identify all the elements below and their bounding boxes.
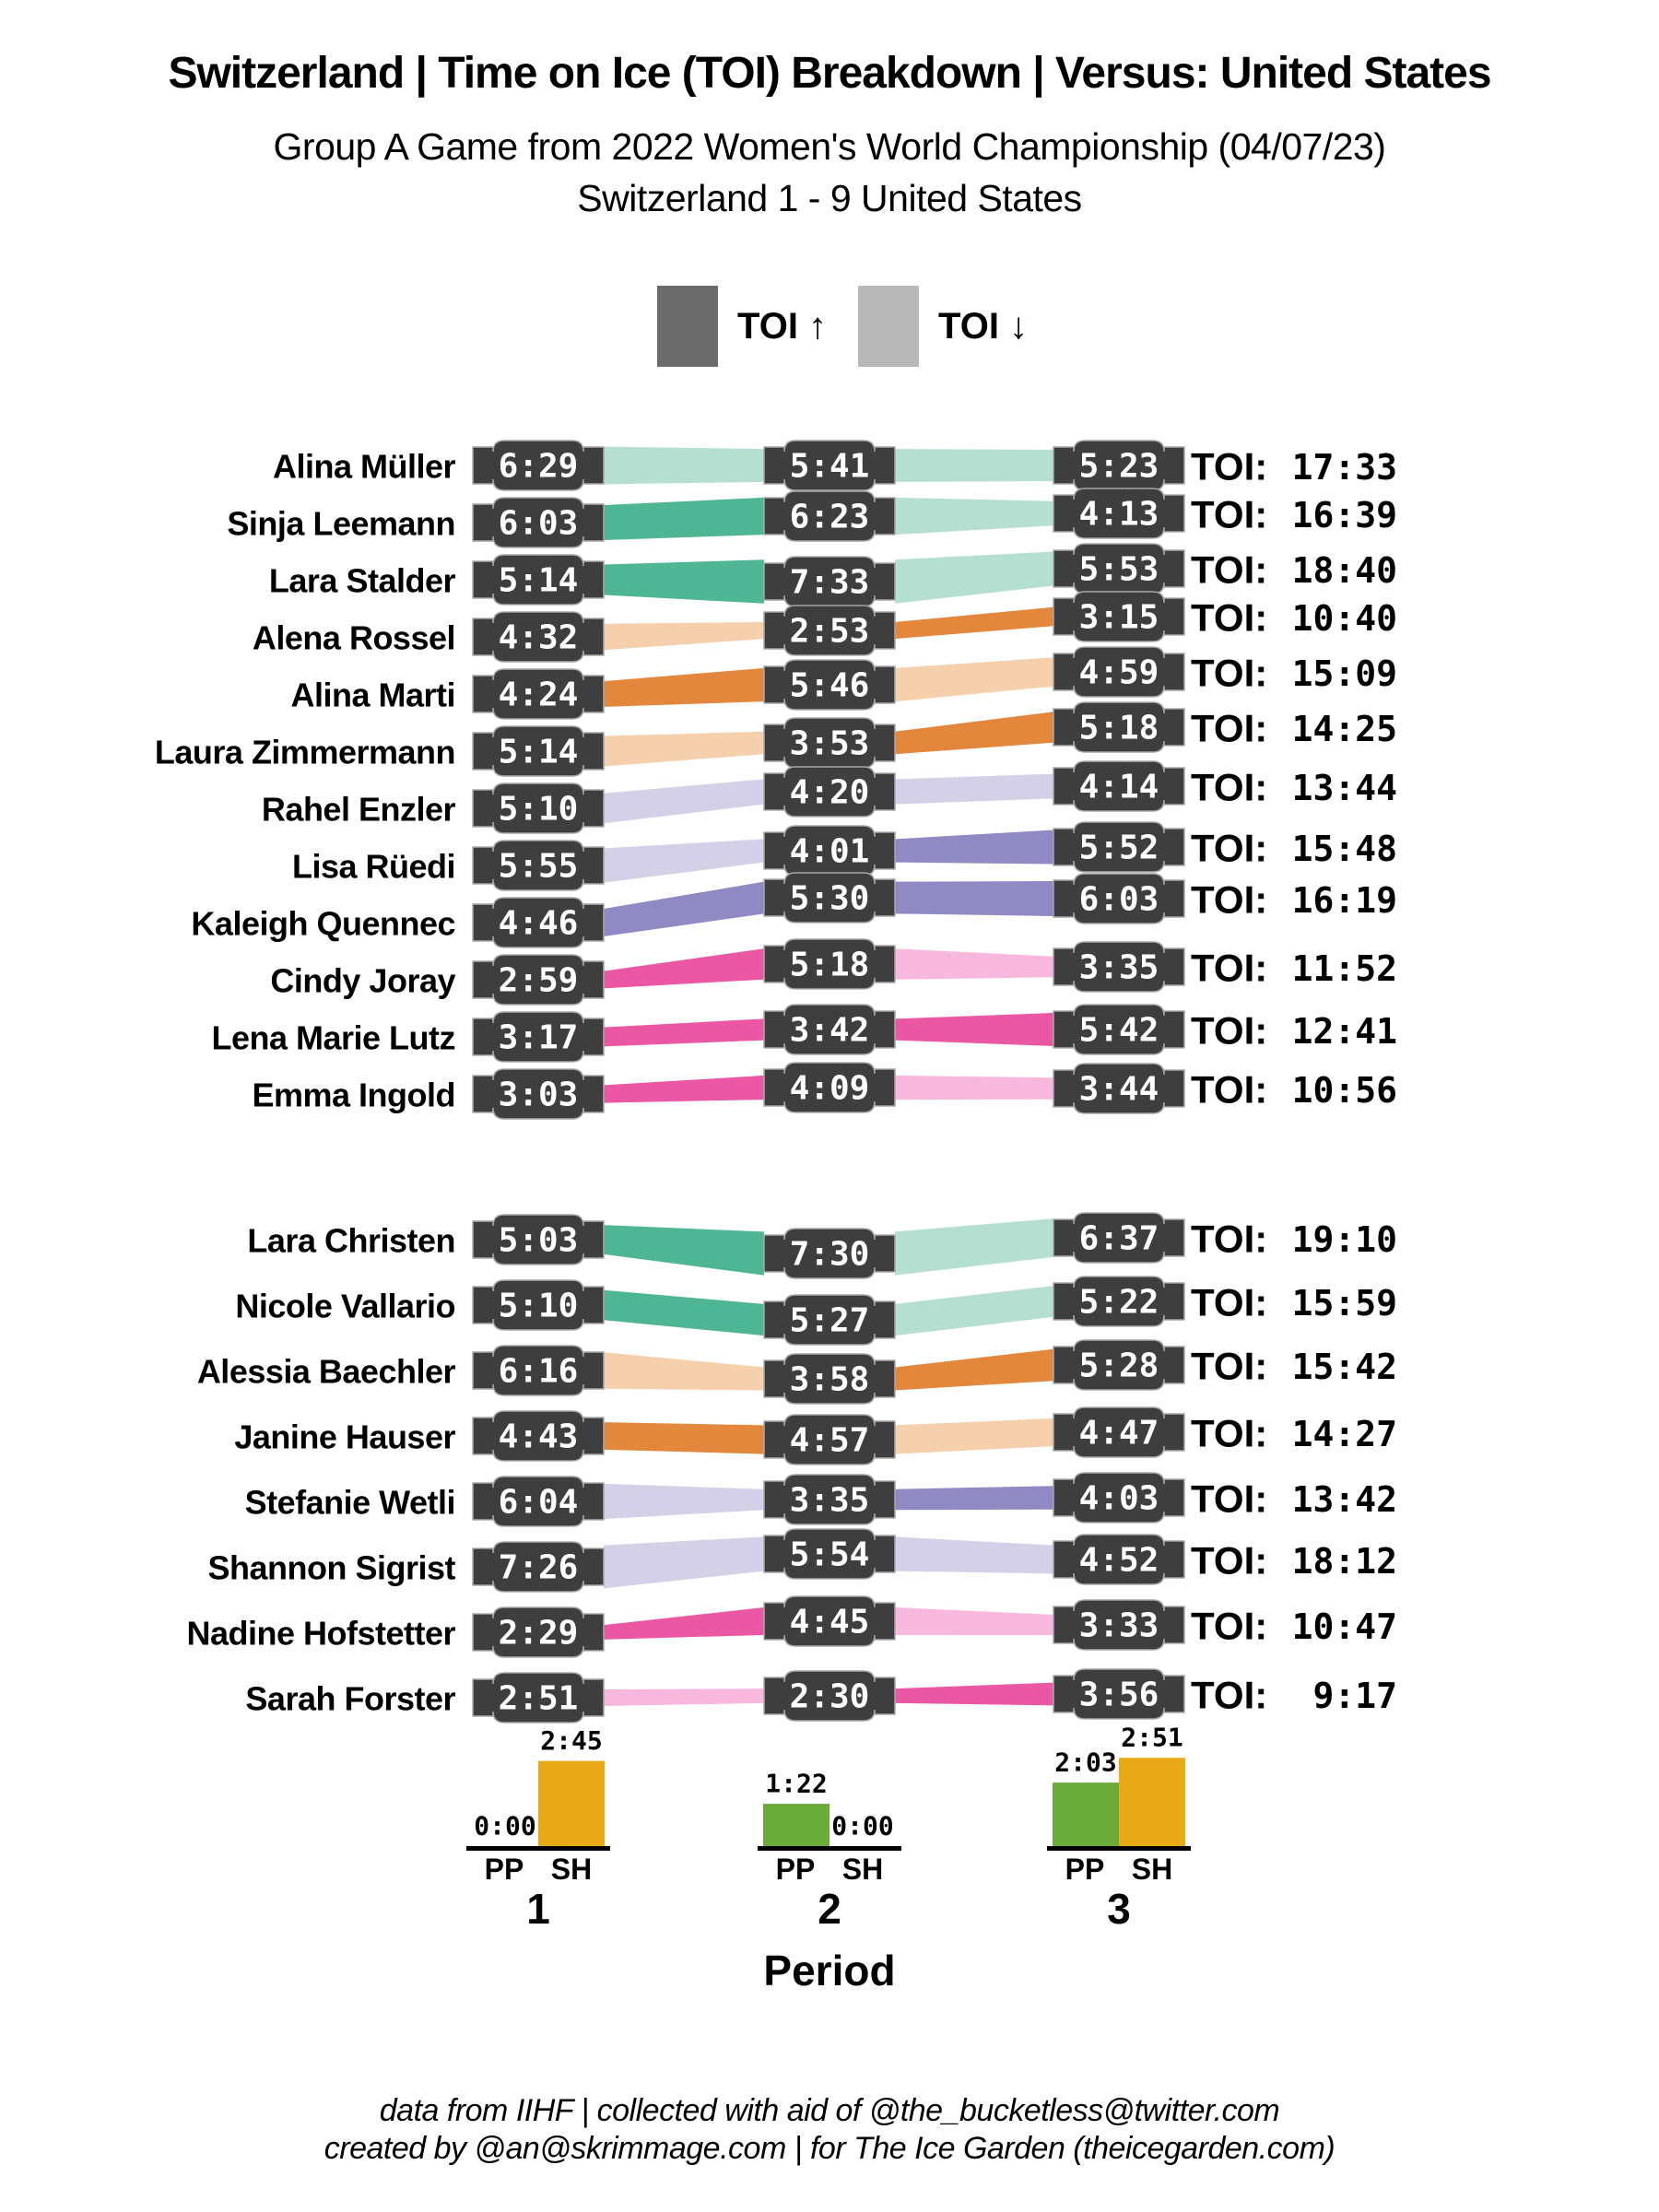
bar-axis-line	[466, 1846, 610, 1851]
pp-bar	[1053, 1783, 1119, 1846]
toi-total-prefix: TOI:	[1191, 877, 1268, 922]
toi-total-value: 14:27	[1291, 1414, 1397, 1454]
legend-toi-down-label: TOI ↓	[938, 306, 1029, 347]
bar-axis-line	[758, 1846, 901, 1851]
toi-band-down	[604, 447, 764, 485]
player-name: Alina Müller	[272, 447, 455, 486]
toi-chip-value: 6:23	[789, 498, 870, 536]
toi-total-prefix: TOI:	[1191, 1538, 1268, 1583]
period-number-label: 2	[818, 1885, 841, 1933]
toi-total-value: 13:44	[1291, 768, 1397, 808]
period-number-label: 3	[1107, 1885, 1131, 1933]
toi-chip-value: 6:03	[1078, 880, 1159, 919]
toi-total-value: 15:48	[1291, 829, 1397, 869]
toi-total-prefix: TOI:	[1191, 1477, 1268, 1521]
toi-total-prefix: TOI:	[1191, 826, 1268, 870]
toi-total-value: 15:42	[1291, 1347, 1397, 1387]
toi-chip-value: 3:33	[1078, 1606, 1159, 1645]
toi-chip-value: 4:09	[789, 1069, 870, 1108]
toi-band-up	[604, 1607, 764, 1640]
toi-band-down	[604, 1484, 764, 1519]
toi-band-up	[895, 1486, 1053, 1510]
toi-total-value: 11:52	[1291, 948, 1397, 989]
toi-chip-value: 4:20	[789, 773, 870, 812]
player-name: Nicole Vallario	[235, 1287, 455, 1325]
toi-chip-value: 3:15	[1078, 598, 1159, 637]
toi-chip-value: 5:14	[498, 561, 579, 600]
toi-chip-value: 5:53	[1078, 550, 1159, 589]
toi-total-value: 10:56	[1291, 1070, 1397, 1111]
pp-value-label: 2:03	[1054, 1747, 1117, 1778]
toi-band-up	[604, 559, 764, 604]
toi-total-value: 15:59	[1291, 1283, 1397, 1324]
player-name: Alena Rossel	[252, 618, 455, 657]
toi-chip-value: 6:29	[498, 447, 579, 486]
toi-chip-value: 5:55	[498, 847, 579, 886]
toi-band-down	[604, 779, 764, 823]
toi-chip-value: 2:30	[789, 1677, 870, 1716]
toi-chip-value: 3:17	[498, 1018, 579, 1057]
toi-total-prefix: TOI:	[1191, 651, 1268, 695]
toi-band-up	[604, 1076, 764, 1103]
toi-band-down	[895, 657, 1053, 701]
toi-chip-value: 4:03	[1078, 1479, 1159, 1518]
toi-band-down	[895, 1536, 1053, 1573]
player-name: Alina Marti	[290, 676, 455, 714]
toi-total-value: 18:40	[1291, 550, 1397, 591]
toi-chip-value: 4:46	[498, 904, 579, 943]
toi-total-value: 18:12	[1291, 1541, 1397, 1582]
toi-chip-value: 3:53	[789, 724, 870, 763]
player-name: Alessia Baechler	[196, 1352, 455, 1391]
legend-toi-up-label: TOI ↑	[737, 306, 828, 347]
toi-total-prefix: TOI:	[1191, 1217, 1268, 1261]
toi-chip-value: 2:59	[498, 961, 579, 1000]
toi-band-down	[895, 551, 1053, 603]
toi-chip-value: 3:56	[1078, 1676, 1159, 1714]
toi-total-prefix: TOI:	[1191, 1067, 1268, 1112]
player-name: Shannon Sigrist	[207, 1548, 455, 1587]
toi-band-up	[895, 1683, 1053, 1706]
toi-band-down	[604, 1536, 764, 1588]
toi-chip-value: 4:13	[1078, 495, 1159, 534]
toi-band-down	[604, 622, 764, 650]
bar-axis-line	[1047, 1846, 1191, 1851]
toi-chip-value: 5:42	[1078, 1011, 1159, 1050]
toi-chip-value: 4:47	[1078, 1414, 1159, 1453]
toi-total-prefix: TOI:	[1191, 1604, 1268, 1648]
footer-line-1: data from IIHF | collected with aid of @the_bucketless@twitter.com	[379, 2093, 1280, 2128]
player-name: Kaleigh Quennec	[191, 904, 455, 943]
footer-credits	[0, 2092, 1659, 2168]
toi-chip-value: 5:28	[1078, 1347, 1159, 1385]
pp-bar	[763, 1804, 830, 1846]
subtitle-game: Group A Game from 2022 Women's World Championship (04/07/23)	[273, 125, 1386, 168]
toi-band-up	[895, 712, 1053, 754]
footer-line-2: created by @an@skrimmage.com | for The Ice Garden (theicegarden.com)	[324, 2131, 1335, 2166]
toi-chip-value: 6:16	[498, 1352, 579, 1391]
player-name: Stefanie Wetli	[244, 1483, 455, 1522]
toi-band-up	[895, 1349, 1053, 1391]
pp-axis-label: PP	[1065, 1853, 1105, 1886]
pp-value-label: 1:22	[765, 1768, 828, 1799]
period-axis-title: Period	[763, 1947, 896, 1994]
toi-chip-value: 5:27	[789, 1301, 870, 1340]
toi-band-up	[604, 948, 764, 988]
player-name: Sinja Leemann	[227, 504, 455, 543]
toi-total-value: 10:40	[1291, 598, 1397, 639]
toi-total-prefix: TOI:	[1191, 444, 1268, 488]
toi-band-up	[604, 1225, 764, 1276]
player-name: Lara Christen	[247, 1221, 455, 1260]
toi-chip-value: 5:52	[1078, 829, 1159, 867]
toi-chip-value: 7:33	[789, 563, 870, 602]
player-name: Rahel Enzler	[261, 790, 455, 829]
toi-total-value: 9:17	[1312, 1676, 1397, 1716]
toi-chip-value: 5:46	[789, 666, 870, 705]
toi-chip-value: 6:04	[498, 1483, 579, 1522]
toi-total-prefix: TOI:	[1191, 1344, 1268, 1388]
player-name: Nadine Hofstetter	[186, 1614, 455, 1653]
toi-chip-value: 3:44	[1078, 1070, 1159, 1109]
toi-band-up	[604, 498, 764, 540]
toi-band-down	[604, 1688, 764, 1706]
toi-chip-value: 2:29	[498, 1614, 579, 1653]
toi-chip-value: 4:14	[1078, 768, 1159, 806]
toi-chip-value: 4:52	[1078, 1541, 1159, 1580]
toi-chip-value: 5:23	[1078, 447, 1159, 486]
toi-chip-value: 3:35	[1078, 948, 1159, 987]
player-name: Lara Stalder	[268, 561, 455, 600]
toi-band-down	[604, 1352, 764, 1390]
toi-total-value: 17:33	[1291, 447, 1397, 488]
toi-band-up	[895, 607, 1053, 639]
toi-chip-value: 7:26	[498, 1548, 579, 1587]
toi-chip-value: 2:53	[789, 612, 870, 651]
sh-axis-label: SH	[841, 1853, 884, 1886]
toi-band-up	[604, 1422, 764, 1453]
player-name: Emma Ingold	[252, 1076, 455, 1114]
toi-total-value: 16:39	[1291, 495, 1397, 535]
toi-chip-value: 4:45	[789, 1603, 870, 1641]
toi-total-value: 16:19	[1291, 880, 1397, 921]
toi-total-value: 12:41	[1291, 1011, 1397, 1052]
sh-bar	[1119, 1758, 1185, 1846]
toi-total-prefix: TOI:	[1191, 1280, 1268, 1324]
toi-band-down	[895, 449, 1053, 482]
toi-chip-value: 5:30	[789, 879, 870, 918]
toi-total-prefix: TOI:	[1191, 1673, 1268, 1717]
toi-chip-value: 7:30	[789, 1235, 870, 1274]
toi-total-prefix: TOI:	[1191, 1411, 1268, 1455]
toi-total-value: 10:47	[1291, 1606, 1397, 1647]
toi-band-down	[895, 1218, 1053, 1275]
toi-chip-value: 4:43	[498, 1418, 579, 1456]
toi-band-down	[604, 732, 764, 767]
toi-chip-value: 5:18	[789, 946, 870, 984]
toi-band-down	[895, 1076, 1053, 1100]
player-name: Lisa Rüedi	[291, 847, 455, 886]
toi-chip-value: 5:14	[498, 733, 579, 771]
toi-chip-value: 4:59	[1078, 653, 1159, 692]
pp-axis-label: PP	[484, 1853, 524, 1886]
toi-chip-value: 5:10	[498, 790, 579, 829]
toi-chip-value: 5:41	[789, 447, 870, 486]
period-number-label: 1	[526, 1885, 550, 1933]
toi-band-up	[604, 668, 764, 707]
player-name: Sarah Forster	[245, 1679, 455, 1718]
subtitle-score: Switzerland 1 - 9 United States	[577, 177, 1082, 219]
toi-total-value: 14:25	[1291, 709, 1397, 749]
pp-value-label: 0:00	[474, 1810, 536, 1841]
toi-total-prefix: TOI:	[1191, 492, 1268, 536]
toi-chip-value: 2:51	[498, 1679, 579, 1718]
toi-chip-value: 5:22	[1078, 1283, 1159, 1322]
player-name: Janine Hauser	[234, 1418, 455, 1456]
pp-axis-label: PP	[775, 1853, 816, 1886]
page-title: Switzerland | Time on Ice (TOI) Breakdown | Versus: United States	[168, 49, 1491, 98]
toi-chip-value: 4:32	[498, 618, 579, 657]
toi-band-down	[895, 1418, 1053, 1454]
toi-band-up	[604, 1290, 764, 1335]
sh-value-label: 2:45	[540, 1725, 603, 1757]
toi-chip-value: 3:35	[789, 1481, 870, 1520]
toi-total-prefix: TOI:	[1191, 706, 1268, 750]
toi-total-prefix: TOI:	[1191, 765, 1268, 809]
toi-band-down	[895, 1286, 1053, 1335]
toi-band-up	[895, 1013, 1053, 1046]
toi-band-down	[895, 498, 1053, 535]
toi-total-value: 13:42	[1291, 1479, 1397, 1520]
toi-chip-value: 3:58	[789, 1360, 870, 1399]
toi-chip-value: 5:03	[498, 1221, 579, 1260]
toi-chip-value: 4:01	[789, 832, 870, 871]
toi-chip-value: 5:18	[1078, 709, 1159, 747]
toi-band-up	[604, 1018, 764, 1046]
toi-band-up	[895, 881, 1053, 916]
player-name: Lena Marie Lutz	[211, 1018, 455, 1057]
toi-total-prefix: TOI:	[1191, 547, 1268, 592]
toi-total-value: 15:09	[1291, 653, 1397, 694]
toi-band-down	[895, 774, 1053, 805]
toi-chip-value: 6:37	[1078, 1219, 1159, 1258]
toi-total-prefix: TOI:	[1191, 1008, 1268, 1053]
toi-band-down	[895, 1607, 1053, 1635]
toi-total-value: 19:10	[1291, 1219, 1397, 1260]
toi-band-down	[604, 839, 764, 882]
toi-chip-value: 6:03	[498, 504, 579, 543]
toi-chip-value: 3:42	[789, 1011, 870, 1050]
sh-axis-label: SH	[1131, 1853, 1173, 1886]
sh-value-label: 2:51	[1121, 1722, 1183, 1753]
toi-band-up	[604, 882, 764, 936]
toi-band-up	[895, 830, 1053, 865]
player-name: Cindy Joray	[270, 961, 455, 1000]
toi-band-down	[895, 948, 1053, 979]
toi-chip-value: 4:57	[789, 1421, 870, 1460]
toi-total-prefix: TOI:	[1191, 946, 1268, 990]
sh-axis-label: SH	[550, 1853, 593, 1886]
sh-value-label: 0:00	[831, 1810, 894, 1841]
player-name: Laura Zimmermann	[154, 733, 455, 771]
toi-chip-value: 5:10	[498, 1287, 579, 1325]
toi-chip-value: 5:54	[789, 1535, 870, 1574]
toi-chip-value: 4:24	[498, 676, 579, 714]
toi-chip-value: 3:03	[498, 1076, 579, 1114]
toi-total-prefix: TOI:	[1191, 595, 1268, 640]
sh-bar	[538, 1761, 605, 1846]
